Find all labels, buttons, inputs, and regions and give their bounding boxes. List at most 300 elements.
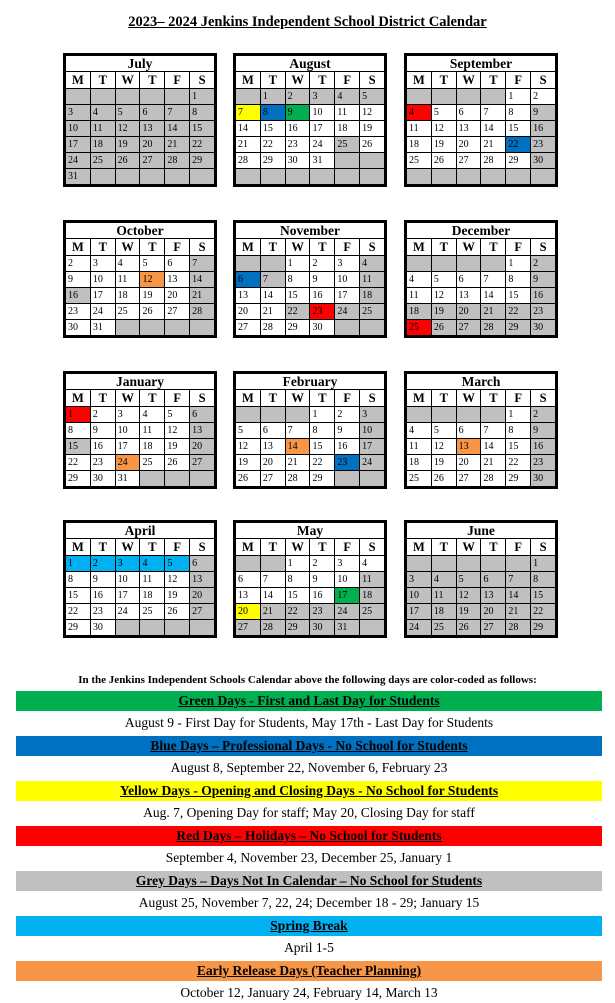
day-cell: 9 bbox=[335, 423, 359, 438]
day-cell: 28 bbox=[506, 620, 530, 635]
day-cell: 15 bbox=[286, 588, 310, 603]
day-cell: 16 bbox=[91, 439, 115, 454]
weekday-header: F bbox=[165, 239, 189, 255]
day-cell: 31 bbox=[335, 620, 359, 635]
day-cell: 20 bbox=[236, 604, 260, 619]
empty-cell bbox=[506, 169, 530, 184]
day-cell: 7 bbox=[481, 423, 505, 438]
day-cell: 1 bbox=[66, 556, 90, 571]
day-cell: 9 bbox=[531, 423, 555, 438]
empty-cell bbox=[407, 169, 431, 184]
day-cell: 26 bbox=[140, 304, 164, 319]
day-cell: 9 bbox=[286, 105, 310, 120]
day-cell: 3 bbox=[407, 572, 431, 587]
day-cell: 17 bbox=[66, 137, 90, 152]
weekday-header: S bbox=[360, 72, 384, 88]
empty-cell bbox=[335, 169, 359, 184]
day-cell: 25 bbox=[360, 304, 384, 319]
empty-cell bbox=[140, 169, 164, 184]
day-cell: 11 bbox=[140, 572, 164, 587]
weekday-header: S bbox=[360, 390, 384, 406]
day-cell: 16 bbox=[310, 288, 334, 303]
day-cell: 15 bbox=[506, 121, 530, 136]
day-cell: 12 bbox=[116, 121, 140, 136]
day-cell: 8 bbox=[190, 105, 214, 120]
day-cell: 18 bbox=[360, 588, 384, 603]
day-cell: 11 bbox=[407, 288, 431, 303]
day-cell: 10 bbox=[335, 572, 359, 587]
day-cell: 18 bbox=[407, 137, 431, 152]
weekday-header: F bbox=[506, 539, 530, 555]
empty-cell bbox=[360, 153, 384, 168]
day-cell: 19 bbox=[236, 455, 260, 470]
day-cell: 27 bbox=[236, 620, 260, 635]
day-cell: 31 bbox=[116, 471, 140, 486]
day-cell: 3 bbox=[116, 407, 140, 422]
day-cell: 7 bbox=[481, 105, 505, 120]
day-cell: 17 bbox=[335, 588, 359, 603]
day-cell: 11 bbox=[360, 572, 384, 587]
day-cell: 24 bbox=[91, 304, 115, 319]
weekday-header: F bbox=[165, 390, 189, 406]
day-cell: 29 bbox=[310, 471, 334, 486]
day-cell: 1 bbox=[531, 556, 555, 571]
day-cell: 27 bbox=[190, 455, 214, 470]
day-cell: 12 bbox=[432, 121, 456, 136]
weekday-header: W bbox=[286, 72, 310, 88]
day-cell: 16 bbox=[66, 288, 90, 303]
day-cell: 27 bbox=[165, 304, 189, 319]
day-cell: 20 bbox=[481, 604, 505, 619]
weekday-header: T bbox=[91, 539, 115, 555]
empty-cell bbox=[190, 471, 214, 486]
day-cell: 21 bbox=[261, 304, 285, 319]
weekday-header: T bbox=[140, 390, 164, 406]
day-cell: 23 bbox=[531, 304, 555, 319]
month-name: May bbox=[236, 523, 384, 538]
legend-yellow-heading: Yellow Days - Opening and Closing Days - No School for Students bbox=[16, 781, 602, 801]
weekday-header: M bbox=[66, 72, 90, 88]
day-cell: 3 bbox=[335, 556, 359, 571]
empty-cell bbox=[407, 556, 431, 571]
day-cell: 10 bbox=[360, 423, 384, 438]
empty-cell bbox=[236, 169, 260, 184]
day-cell: 2 bbox=[310, 256, 334, 271]
day-cell: 10 bbox=[335, 272, 359, 287]
empty-cell bbox=[310, 169, 334, 184]
day-cell: 24 bbox=[116, 604, 140, 619]
day-cell: 21 bbox=[236, 137, 260, 152]
day-cell: 14 bbox=[481, 439, 505, 454]
weekday-header: W bbox=[116, 539, 140, 555]
day-cell: 31 bbox=[66, 169, 90, 184]
weekday-header: S bbox=[190, 539, 214, 555]
day-cell: 9 bbox=[531, 272, 555, 287]
empty-cell bbox=[236, 256, 260, 271]
month-name: October bbox=[66, 223, 214, 238]
weekday-header: W bbox=[457, 239, 481, 255]
day-cell: 4 bbox=[432, 572, 456, 587]
month-february bbox=[233, 371, 387, 489]
day-cell: 29 bbox=[506, 153, 530, 168]
day-cell: 26 bbox=[165, 455, 189, 470]
day-cell: 9 bbox=[310, 572, 334, 587]
month-name: December bbox=[407, 223, 555, 238]
day-cell: 15 bbox=[190, 121, 214, 136]
day-cell: 1 bbox=[66, 407, 90, 422]
day-cell: 14 bbox=[261, 288, 285, 303]
weekday-header: T bbox=[432, 390, 456, 406]
day-cell: 6 bbox=[457, 272, 481, 287]
empty-cell bbox=[360, 620, 384, 635]
day-cell: 26 bbox=[457, 620, 481, 635]
day-cell: 29 bbox=[66, 620, 90, 635]
legend-red-detail: September 4, November 23, December 25, January 1 bbox=[165, 850, 453, 865]
day-cell: 8 bbox=[286, 572, 310, 587]
day-cell: 13 bbox=[236, 288, 260, 303]
day-cell: 2 bbox=[531, 256, 555, 271]
day-cell: 19 bbox=[432, 304, 456, 319]
empty-cell bbox=[432, 89, 456, 104]
day-cell: 26 bbox=[432, 320, 456, 335]
day-cell: 19 bbox=[432, 455, 456, 470]
empty-cell bbox=[140, 89, 164, 104]
empty-cell bbox=[66, 89, 90, 104]
legend-grey-detail: August 25, November 7, 22, 24; December 18 - 29; January 15 bbox=[138, 895, 480, 910]
day-cell: 24 bbox=[360, 455, 384, 470]
empty-cell bbox=[140, 320, 164, 335]
weekday-header: T bbox=[481, 390, 505, 406]
day-cell: 21 bbox=[506, 604, 530, 619]
month-april bbox=[63, 520, 217, 638]
day-cell: 17 bbox=[360, 439, 384, 454]
day-cell: 14 bbox=[165, 121, 189, 136]
weekday-header: W bbox=[116, 239, 140, 255]
day-cell: 16 bbox=[531, 121, 555, 136]
day-cell: 18 bbox=[360, 288, 384, 303]
legend-green-detail: August 9 - First Day for Students, May 17th - Last Day for Students bbox=[124, 715, 494, 730]
day-cell: 28 bbox=[286, 471, 310, 486]
day-cell: 29 bbox=[261, 153, 285, 168]
day-cell: 9 bbox=[310, 272, 334, 287]
day-cell: 11 bbox=[91, 121, 115, 136]
weekday-header: M bbox=[66, 390, 90, 406]
empty-cell bbox=[236, 407, 260, 422]
empty-cell bbox=[432, 169, 456, 184]
day-cell: 8 bbox=[506, 105, 530, 120]
weekday-header: F bbox=[506, 72, 530, 88]
day-cell: 12 bbox=[165, 423, 189, 438]
day-cell: 5 bbox=[236, 423, 260, 438]
day-cell: 28 bbox=[190, 304, 214, 319]
day-cell: 24 bbox=[66, 153, 90, 168]
weekday-header: S bbox=[531, 539, 555, 555]
day-cell: 2 bbox=[531, 407, 555, 422]
weekday-header: T bbox=[481, 239, 505, 255]
empty-cell bbox=[481, 256, 505, 271]
day-cell: 4 bbox=[335, 89, 359, 104]
weekday-header: W bbox=[116, 72, 140, 88]
day-cell: 7 bbox=[506, 572, 530, 587]
day-cell: 25 bbox=[140, 604, 164, 619]
day-cell: 7 bbox=[190, 256, 214, 271]
day-cell: 5 bbox=[140, 256, 164, 271]
day-cell: 6 bbox=[457, 423, 481, 438]
day-cell: 20 bbox=[140, 137, 164, 152]
day-cell: 1 bbox=[286, 556, 310, 571]
day-cell: 27 bbox=[190, 604, 214, 619]
day-cell: 5 bbox=[360, 89, 384, 104]
empty-cell bbox=[91, 89, 115, 104]
empty-cell bbox=[481, 407, 505, 422]
month-name: November bbox=[236, 223, 384, 238]
weekday-header: W bbox=[286, 239, 310, 255]
day-cell: 21 bbox=[190, 288, 214, 303]
empty-cell bbox=[531, 169, 555, 184]
day-cell: 18 bbox=[91, 137, 115, 152]
weekday-header: T bbox=[310, 72, 334, 88]
legend-green-heading: Green Days - First and Last Day for Students bbox=[16, 691, 602, 711]
weekday-header: T bbox=[140, 72, 164, 88]
day-cell: 13 bbox=[236, 588, 260, 603]
day-cell: 10 bbox=[91, 272, 115, 287]
day-cell: 16 bbox=[531, 288, 555, 303]
day-cell: 6 bbox=[190, 407, 214, 422]
empty-cell bbox=[91, 169, 115, 184]
day-cell: 17 bbox=[407, 604, 431, 619]
day-cell: 22 bbox=[506, 304, 530, 319]
day-cell: 13 bbox=[190, 572, 214, 587]
day-cell: 11 bbox=[360, 272, 384, 287]
day-cell: 25 bbox=[116, 304, 140, 319]
day-cell: 30 bbox=[91, 471, 115, 486]
weekday-header: W bbox=[286, 390, 310, 406]
day-cell: 23 bbox=[531, 455, 555, 470]
day-cell: 14 bbox=[190, 272, 214, 287]
day-cell: 24 bbox=[335, 304, 359, 319]
day-cell: 16 bbox=[310, 588, 334, 603]
page-title: 2023– 2024 Jenkins Independent School District Calendar bbox=[128, 14, 487, 30]
day-cell: 15 bbox=[506, 439, 530, 454]
empty-cell bbox=[165, 620, 189, 635]
day-cell: 7 bbox=[286, 423, 310, 438]
weekday-header: T bbox=[310, 239, 334, 255]
day-cell: 19 bbox=[360, 121, 384, 136]
day-cell: 6 bbox=[190, 556, 214, 571]
day-cell: 20 bbox=[165, 288, 189, 303]
legend-spring-break-heading: Spring Break bbox=[16, 916, 602, 936]
day-cell: 4 bbox=[360, 256, 384, 271]
day-cell: 20 bbox=[457, 137, 481, 152]
day-cell: 26 bbox=[432, 471, 456, 486]
day-cell: 29 bbox=[506, 320, 530, 335]
day-cell: 11 bbox=[116, 272, 140, 287]
day-cell: 28 bbox=[481, 471, 505, 486]
empty-cell bbox=[432, 256, 456, 271]
empty-cell bbox=[407, 89, 431, 104]
day-cell: 7 bbox=[261, 272, 285, 287]
day-cell: 15 bbox=[66, 439, 90, 454]
month-name: September bbox=[407, 56, 555, 71]
empty-cell bbox=[236, 89, 260, 104]
day-cell: 21 bbox=[261, 604, 285, 619]
weekday-header: M bbox=[407, 72, 431, 88]
day-cell: 21 bbox=[165, 137, 189, 152]
day-cell: 4 bbox=[116, 256, 140, 271]
empty-cell bbox=[481, 556, 505, 571]
empty-cell bbox=[335, 471, 359, 486]
day-cell: 23 bbox=[66, 304, 90, 319]
day-cell: 15 bbox=[66, 588, 90, 603]
day-cell: 6 bbox=[236, 272, 260, 287]
empty-cell bbox=[190, 320, 214, 335]
day-cell: 6 bbox=[236, 572, 260, 587]
day-cell: 18 bbox=[407, 455, 431, 470]
empty-cell bbox=[506, 556, 530, 571]
day-cell: 29 bbox=[286, 320, 310, 335]
empty-cell bbox=[457, 89, 481, 104]
empty-cell bbox=[457, 556, 481, 571]
weekday-header: S bbox=[531, 72, 555, 88]
month-july bbox=[63, 53, 217, 187]
empty-cell bbox=[335, 320, 359, 335]
weekday-header: W bbox=[457, 539, 481, 555]
empty-cell bbox=[407, 256, 431, 271]
day-cell: 12 bbox=[165, 572, 189, 587]
month-table bbox=[65, 71, 215, 185]
day-cell: 29 bbox=[66, 471, 90, 486]
empty-cell bbox=[481, 169, 505, 184]
day-cell: 23 bbox=[286, 137, 310, 152]
month-name: March bbox=[407, 374, 555, 389]
day-cell: 2 bbox=[310, 556, 334, 571]
day-cell: 27 bbox=[481, 620, 505, 635]
weekday-header: F bbox=[335, 390, 359, 406]
day-cell: 9 bbox=[91, 423, 115, 438]
day-cell: 20 bbox=[236, 304, 260, 319]
weekday-header: S bbox=[531, 239, 555, 255]
day-cell: 10 bbox=[116, 423, 140, 438]
day-cell: 6 bbox=[140, 105, 164, 120]
weekday-header: W bbox=[457, 72, 481, 88]
legend-blue-heading: Blue Days – Professional Days - No School for Students bbox=[16, 736, 602, 756]
month-october bbox=[63, 220, 217, 338]
day-cell: 5 bbox=[432, 423, 456, 438]
day-cell: 10 bbox=[407, 588, 431, 603]
day-cell: 16 bbox=[286, 121, 310, 136]
day-cell: 14 bbox=[481, 121, 505, 136]
day-cell: 26 bbox=[432, 153, 456, 168]
weekday-header: T bbox=[310, 539, 334, 555]
day-cell: 10 bbox=[66, 121, 90, 136]
day-cell: 9 bbox=[531, 105, 555, 120]
empty-cell bbox=[360, 320, 384, 335]
weekday-header: T bbox=[140, 239, 164, 255]
day-cell: 3 bbox=[335, 256, 359, 271]
day-cell: 23 bbox=[335, 455, 359, 470]
weekday-header: T bbox=[310, 390, 334, 406]
empty-cell bbox=[140, 471, 164, 486]
empty-cell bbox=[116, 620, 140, 635]
empty-cell bbox=[165, 320, 189, 335]
day-cell: 20 bbox=[457, 304, 481, 319]
day-cell: 13 bbox=[140, 121, 164, 136]
empty-cell bbox=[165, 89, 189, 104]
month-table bbox=[406, 71, 556, 185]
weekday-header: S bbox=[360, 539, 384, 555]
day-cell: 19 bbox=[432, 137, 456, 152]
day-cell: 4 bbox=[407, 105, 431, 120]
day-cell: 15 bbox=[261, 121, 285, 136]
month-table bbox=[235, 389, 385, 487]
day-cell: 29 bbox=[286, 620, 310, 635]
day-cell: 26 bbox=[360, 137, 384, 152]
day-cell: 5 bbox=[165, 556, 189, 571]
day-cell: 13 bbox=[457, 439, 481, 454]
weekday-header: F bbox=[335, 239, 359, 255]
day-cell: 17 bbox=[116, 439, 140, 454]
weekday-header: T bbox=[91, 239, 115, 255]
day-cell: 13 bbox=[481, 588, 505, 603]
day-cell: 7 bbox=[165, 105, 189, 120]
day-cell: 12 bbox=[432, 439, 456, 454]
day-cell: 4 bbox=[360, 556, 384, 571]
day-cell: 3 bbox=[310, 89, 334, 104]
day-cell: 30 bbox=[91, 620, 115, 635]
day-cell: 8 bbox=[506, 272, 530, 287]
weekday-header: M bbox=[407, 239, 431, 255]
empty-cell bbox=[116, 320, 140, 335]
day-cell: 10 bbox=[310, 105, 334, 120]
month-january bbox=[63, 371, 217, 489]
legend-spring-break-detail: April 1-5 bbox=[284, 940, 334, 955]
month-name: January bbox=[66, 374, 214, 389]
day-cell: 8 bbox=[66, 572, 90, 587]
weekday-header: M bbox=[407, 390, 431, 406]
day-cell: 2 bbox=[91, 407, 115, 422]
weekday-header: F bbox=[506, 390, 530, 406]
weekday-header: T bbox=[481, 72, 505, 88]
day-cell: 20 bbox=[190, 439, 214, 454]
empty-cell bbox=[116, 89, 140, 104]
weekday-header: T bbox=[261, 539, 285, 555]
day-cell: 30 bbox=[310, 320, 334, 335]
weekday-header: M bbox=[236, 539, 260, 555]
day-cell: 29 bbox=[531, 620, 555, 635]
month-table bbox=[65, 538, 215, 636]
day-cell: 1 bbox=[261, 89, 285, 104]
day-cell: 18 bbox=[116, 288, 140, 303]
day-cell: 15 bbox=[310, 439, 334, 454]
empty-cell bbox=[335, 153, 359, 168]
day-cell: 23 bbox=[310, 304, 334, 319]
weekday-header: T bbox=[91, 72, 115, 88]
day-cell: 13 bbox=[261, 439, 285, 454]
day-cell: 8 bbox=[531, 572, 555, 587]
day-cell: 14 bbox=[261, 588, 285, 603]
day-cell: 4 bbox=[140, 407, 164, 422]
legend-grey-heading: Grey Days – Days Not In Calendar – No School for Students bbox=[16, 871, 602, 891]
day-cell: 30 bbox=[310, 620, 334, 635]
day-cell: 20 bbox=[457, 455, 481, 470]
empty-cell bbox=[261, 169, 285, 184]
day-cell: 25 bbox=[360, 604, 384, 619]
weekday-header: M bbox=[236, 390, 260, 406]
month-march bbox=[404, 371, 558, 489]
legend-intro: In the Jenkins Independent Schools Calendar above the following days are color-coded as follows: bbox=[78, 674, 537, 686]
weekday-header: T bbox=[432, 239, 456, 255]
empty-cell bbox=[190, 620, 214, 635]
